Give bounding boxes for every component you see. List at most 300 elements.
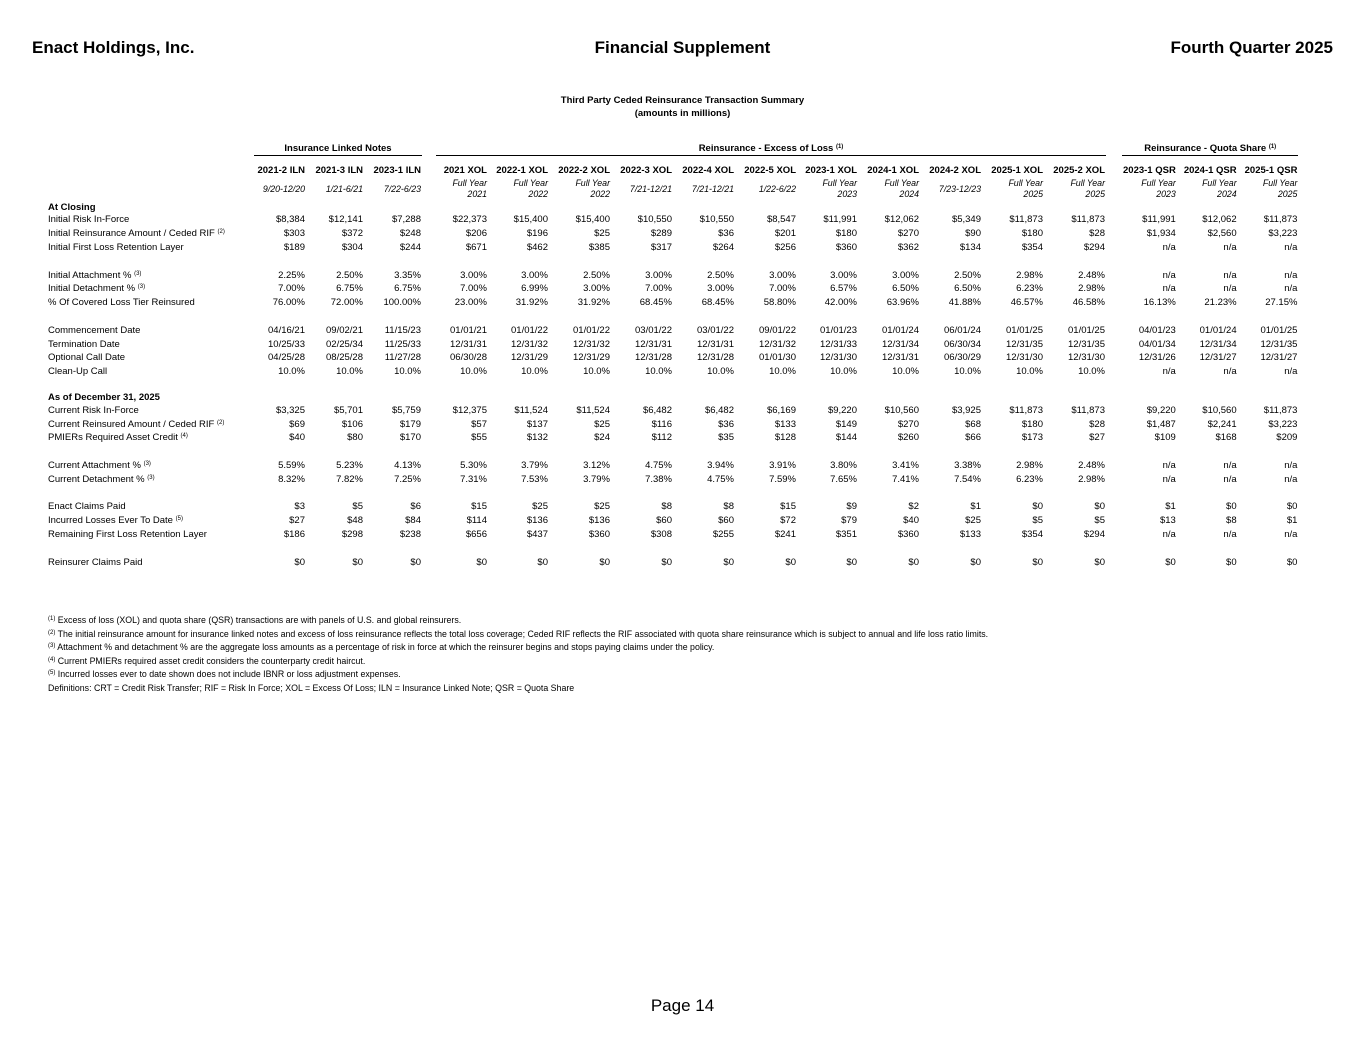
table-cell: $1,934 [1146, 228, 1176, 240]
spacer-row [46, 254, 1301, 268]
table-cell: 01/01/22 [511, 324, 548, 336]
row-label [46, 500, 251, 514]
table-cell: $0 [908, 556, 919, 568]
row-footnote-marker: (2) [216, 419, 225, 426]
table-cell: 10.0% [336, 366, 363, 378]
table-cell: 12/31/30 [1006, 352, 1043, 364]
table-cell: $24 [594, 432, 610, 444]
table-cell: n/a [1284, 366, 1298, 378]
table-cell: n/a [1284, 283, 1298, 295]
table-cell: 6.75% [336, 283, 363, 295]
table-cell: n/a [1284, 459, 1298, 471]
spacer-row [46, 445, 1301, 459]
column-period [1180, 176, 1241, 202]
table-cell: n/a [1284, 241, 1298, 253]
column-period [923, 176, 985, 202]
table-cell: $5 [1032, 515, 1043, 527]
table-cell: 6.57% [830, 283, 857, 295]
row-label-text: Initial Reinsurance Amount / Ceded RIF [48, 228, 215, 240]
footnote [48, 628, 988, 642]
table-cell: 10.0% [707, 366, 734, 378]
table-row [46, 431, 1301, 445]
table-cell: 7.25% [394, 473, 421, 485]
table-cell: 46.57% [1010, 297, 1043, 309]
table-cell: $149 [835, 418, 857, 430]
column-period-line: 7/23-12/23 [938, 183, 981, 194]
table-cell: 11/15/23 [384, 324, 421, 336]
table-cell: 7.38% [645, 473, 672, 485]
table-cell: 7.00% [769, 283, 796, 295]
table-cell: 12/31/27 [1260, 352, 1298, 364]
group-xol-footnote: (1) [835, 144, 844, 150]
table-cell: $8,547 [766, 214, 796, 226]
table-cell: 12/31/27 [1199, 352, 1237, 364]
row-label [46, 323, 251, 337]
table-cell: 5.23% [336, 459, 363, 471]
column-header: 2024-2 XOL [929, 165, 981, 176]
column-period [1047, 176, 1109, 202]
table-cell: 12/31/35 [1260, 338, 1298, 350]
table-cell: $8,384 [275, 214, 305, 226]
table-cell: $238 [399, 528, 421, 540]
footnote-marker: (3) [48, 643, 56, 650]
table-cell: $354 [1021, 241, 1043, 253]
table-cell: 10.0% [954, 366, 981, 378]
table-cell: 04/01/34 [1138, 338, 1176, 350]
table-cell: 3.41% [892, 459, 919, 471]
table-cell: 10/25/33 [268, 338, 305, 350]
table-title-line: Third Party Ceded Reinsurance Transaction Summary [560, 95, 805, 106]
row-label-text: Clean-Up Call [48, 366, 108, 378]
table-cell: $6,482 [704, 404, 734, 416]
table-row [46, 528, 1301, 542]
company-name: Enact Holdings, Inc. [32, 38, 195, 57]
table-cell: 7.53% [521, 473, 548, 485]
table-cell: 10.0% [830, 366, 857, 378]
table-cell: 7.41% [892, 473, 919, 485]
table-cell: $40 [903, 515, 919, 527]
table-cell: 63.96% [886, 297, 919, 309]
table-cell: 16.13% [1143, 297, 1176, 309]
table-cell: $248 [399, 228, 421, 240]
row-label [46, 337, 251, 351]
column-period-line: 2025 [1023, 189, 1043, 199]
table-cell: 3.38% [954, 459, 981, 471]
row-footnote-marker: (2) [217, 229, 225, 236]
table-cell: $12,141 [328, 214, 363, 226]
column-period-line: Full Year [1262, 178, 1298, 188]
row-label-text: Enact Claims Paid [48, 501, 126, 513]
table-cell: $3,223 [1268, 228, 1298, 240]
table-cell: 23.00% [454, 297, 487, 309]
table-cell: $79 [841, 515, 857, 527]
table-cell: 12/31/32 [573, 338, 610, 350]
table-cell: 12/31/29 [573, 352, 610, 364]
table-cell: 01/01/25 [1068, 324, 1105, 336]
table-cell: 3.79% [583, 473, 610, 485]
row-label-text: PMIERs Required Asset Credit [48, 432, 178, 444]
column-period-line: Full Year [1202, 178, 1237, 188]
section-header-row [46, 202, 1301, 213]
table-cell: $15,400 [513, 214, 548, 226]
column-period-line: 2023 [1156, 189, 1176, 199]
column-header: 2023-1 ILN [373, 165, 421, 176]
table-row [46, 555, 1301, 569]
footnote-marker: (1) [48, 616, 56, 622]
table-cell: $6,169 [766, 404, 796, 416]
table-cell: 12/31/34 [882, 338, 919, 350]
table-cell: $25 [594, 228, 610, 240]
table-cell: 12/31/28 [697, 352, 734, 364]
row-label-text: Termination Date [48, 338, 120, 350]
column-period [309, 176, 367, 202]
table-cell: n/a [1223, 366, 1237, 378]
table-cell: $0 [661, 556, 672, 568]
column-header: 2024-1 XOL [867, 165, 919, 176]
table-cell: $671 [465, 241, 487, 253]
table-cell: 12/31/29 [511, 352, 548, 364]
table-cell: 3.00% [707, 283, 734, 295]
table-cell: 2.48% [1078, 269, 1105, 281]
table-cell: n/a [1162, 269, 1176, 281]
row-label [46, 403, 251, 417]
table-cell: $0 [1094, 501, 1105, 513]
table-cell: $3,325 [275, 404, 305, 416]
table-cell: n/a [1223, 473, 1237, 485]
group-xol-label: Reinsurance - Excess of Loss [698, 143, 834, 154]
table-cell: $180 [835, 228, 857, 240]
table-cell: 3.00% [769, 269, 796, 281]
table-cell: $6 [410, 501, 421, 513]
footnote-marker: (5) [48, 670, 56, 677]
column-period-line: 1/21-6/21 [325, 183, 363, 194]
table-cell: $5,701 [333, 404, 363, 416]
section-title: As of December 31, 2025 [48, 392, 160, 404]
table-cell: 10.0% [1078, 366, 1105, 378]
table-cell: 31.92% [515, 297, 548, 309]
table-cell: $304 [341, 241, 363, 253]
table-cell: 10.0% [278, 366, 305, 378]
table-cell: 31.92% [577, 297, 610, 309]
table-cell: $90 [965, 228, 981, 240]
table-cell: $294 [1083, 241, 1105, 253]
table-cell: 7.82% [336, 473, 363, 485]
table-cell: 2.98% [1078, 473, 1105, 485]
table-cell: 42.00% [824, 297, 857, 309]
table-cell: $128 [774, 432, 796, 444]
table-cell: $0 [599, 556, 610, 568]
table-cell: 12/31/31 [882, 352, 919, 364]
table-cell: $264 [712, 241, 734, 253]
table-cell: n/a [1162, 528, 1176, 540]
column-period-line: 2022 [528, 189, 548, 199]
column-period-line: 2025 [1085, 189, 1105, 199]
table-row [46, 351, 1301, 365]
table-cell: $0 [1226, 556, 1237, 568]
table-cell: $308 [650, 528, 672, 540]
table-cell: $11,873 [1009, 404, 1043, 416]
table-cell: 5.30% [460, 459, 487, 471]
table-cell: $270 [897, 418, 919, 430]
table-cell: $5,349 [951, 214, 981, 226]
table-cell: 2.98% [1078, 283, 1105, 295]
table-cell: 2.98% [1016, 269, 1043, 281]
table-cell: $179 [399, 418, 421, 430]
table-cell: $48 [347, 515, 363, 527]
table-cell: 3.79% [521, 459, 548, 471]
table-cell: n/a [1284, 528, 1298, 540]
table-cell: $2 [908, 501, 919, 513]
table-cell: 27.15% [1265, 297, 1298, 309]
table-cell: $134 [959, 241, 981, 253]
table-cell: 2.50% [583, 269, 610, 281]
table-cell: $15 [471, 501, 487, 513]
table-cell: $437 [526, 528, 548, 540]
table-cell: 6.99% [521, 283, 548, 295]
footnote-text: Current PMIERs required asset credit considers the counterparty credit haircut. [55, 655, 366, 666]
table-cell: $354 [1021, 528, 1043, 540]
table-cell: n/a [1162, 459, 1176, 471]
table-row [46, 241, 1301, 255]
table-cell: $196 [526, 228, 548, 240]
column-header: 2023-1 QSR [1123, 165, 1176, 176]
table-cell: 7.65% [830, 473, 857, 485]
table-cell: 01/01/25 [1006, 324, 1043, 336]
table-cell: $2,560 [1207, 228, 1237, 240]
table-cell: $28 [1089, 228, 1105, 240]
table-cell: 4.75% [645, 459, 672, 471]
table-cell: $10,550 [637, 214, 672, 226]
table-cell: $201 [774, 228, 796, 240]
table-cell: $60 [656, 515, 672, 527]
table-cell: $15,400 [575, 214, 610, 226]
column-header: 2022-4 XOL [682, 165, 734, 176]
column-period [676, 176, 738, 202]
column-period [861, 176, 923, 202]
table-cell: $11,873 [1071, 404, 1105, 416]
table-cell: $2,241 [1207, 418, 1237, 430]
table-cell: $11,873 [1009, 214, 1043, 226]
row-label-text: Initial First Loss Retention Layer [48, 241, 184, 253]
table-cell: 2.50% [707, 269, 734, 281]
table-row [46, 213, 1301, 227]
column-period-line: 1/22-6/22 [758, 183, 796, 194]
table-cell: $133 [774, 418, 796, 430]
row-label [46, 227, 251, 241]
table-cell: $7,288 [391, 214, 421, 226]
table-cell: 68.45% [701, 297, 734, 309]
table-row [46, 323, 1301, 337]
table-cell: 3.80% [830, 459, 857, 471]
row-label [46, 431, 251, 445]
table-cell: 03/01/22 [697, 324, 734, 336]
table-cell: 10.0% [892, 366, 919, 378]
column-header: 2025-1 QSR [1244, 165, 1298, 176]
footnote [48, 655, 988, 669]
table-cell: 3.00% [645, 269, 672, 281]
row-label [46, 514, 251, 528]
table-cell: 12/31/32 [759, 338, 796, 350]
column-period-line: 2025 [1277, 189, 1298, 199]
row-label-text: Initial Detachment % [48, 283, 136, 295]
table-cell: $360 [588, 528, 610, 540]
table-cell: n/a [1162, 283, 1176, 295]
table-cell: $27 [1089, 432, 1105, 444]
table-cell: $68 [965, 418, 981, 430]
table-cell: $0 [294, 556, 305, 568]
table-cell: $189 [283, 241, 305, 253]
table-cell: 01/01/21 [450, 324, 487, 336]
table-cell: $186 [283, 528, 305, 540]
table-cell: 6.23% [1016, 283, 1043, 295]
table-cell: 01/01/24 [1199, 324, 1237, 336]
table-cell: $3,223 [1268, 418, 1298, 430]
table-cell: 21.23% [1204, 297, 1237, 309]
table-cell: $27 [289, 515, 305, 527]
table-cell: 3.00% [521, 269, 548, 281]
table-row [46, 403, 1301, 417]
column-header: 2022-3 XOL [620, 165, 672, 176]
table-cell: $0 [410, 556, 421, 568]
table-cell: $3 [294, 501, 305, 513]
row-footnote-marker: (5) [175, 516, 183, 523]
table-cell: $0 [1286, 556, 1298, 568]
table-cell: 3.91% [769, 459, 796, 471]
table-cell: 41.88% [948, 297, 981, 309]
reinsurance-table [46, 139, 1301, 569]
table-cell: $112 [651, 432, 672, 444]
table-cell: $656 [465, 528, 487, 540]
table-cell: 10.0% [769, 366, 796, 378]
row-label-text: Current Attachment % [48, 459, 141, 471]
table-cell: $256 [774, 241, 796, 253]
column-header: 2024-1 QSR [1183, 165, 1237, 176]
table-cell: 2.25% [278, 269, 305, 281]
table-cell: $8 [723, 501, 734, 513]
table-cell: $462 [526, 241, 548, 253]
table-cell: $0 [846, 556, 857, 568]
spacer-row [46, 486, 1301, 500]
table-cell: $106 [341, 418, 363, 430]
spacer-row [46, 310, 1301, 324]
table-row [46, 500, 1301, 514]
table-row [46, 282, 1301, 296]
table-cell: 09/01/22 [759, 324, 796, 336]
table-cell: $10,550 [699, 214, 734, 226]
table-cell: $0 [1286, 501, 1298, 513]
table-cell: $9 [846, 501, 857, 513]
table-cell: 6.23% [1016, 473, 1043, 485]
table-cell: n/a [1223, 528, 1237, 540]
table-cell: $3,925 [951, 404, 981, 416]
table-cell: $116 [651, 418, 672, 430]
row-label-text: Initial Risk In-Force [48, 214, 130, 226]
table-cell: $0 [537, 556, 548, 568]
column-period [251, 176, 309, 202]
table-cell: $136 [588, 515, 610, 527]
table-cell: 5.59% [278, 459, 305, 471]
table-cell: $1 [1165, 501, 1176, 513]
table-cell: 12/31/30 [1068, 352, 1105, 364]
column-header: 2022-2 XOL [558, 165, 610, 176]
column-period-line: 2021 [467, 189, 487, 199]
table-cell: $170 [399, 432, 421, 444]
table-row [46, 337, 1301, 351]
column-period-line: Full Year [1141, 178, 1176, 188]
row-label-text: Reinsurer Claims Paid [48, 556, 143, 568]
row-label-text: Initial Attachment % [48, 269, 132, 281]
table-cell: $133 [959, 528, 981, 540]
table-cell: $40 [289, 432, 305, 444]
table-cell: 2.48% [1078, 459, 1105, 471]
table-cell: $137 [526, 418, 548, 430]
group-xol [433, 139, 1109, 158]
table-cell: $255 [712, 528, 734, 540]
table-cell: 7.31% [460, 473, 487, 485]
column-period [800, 176, 861, 202]
table-cell: $270 [897, 228, 919, 240]
row-label [46, 472, 251, 486]
table-row [46, 472, 1301, 486]
table-cell: 3.00% [892, 269, 919, 281]
table-cell: $385 [588, 241, 610, 253]
row-label [46, 213, 251, 227]
row-label [46, 555, 251, 569]
table-cell: 100.00% [383, 297, 421, 309]
table-cell: 7.54% [954, 473, 981, 485]
table-cell: $11,873 [1263, 404, 1298, 416]
table-cell: 58.80% [763, 297, 796, 309]
column-header: 2021 XOL [443, 165, 487, 176]
table-row [46, 365, 1301, 379]
footnote-marker: (4) [48, 656, 56, 663]
table-cell: n/a [1284, 269, 1298, 281]
table-cell: $109 [1154, 432, 1176, 444]
table-cell: 12/31/31 [450, 338, 487, 350]
table-cell: $180 [1021, 418, 1043, 430]
table-cell: 03/01/22 [635, 324, 672, 336]
table-cell: $35 [718, 432, 734, 444]
table-cell: 11/27/28 [384, 352, 421, 364]
table-cell: 01/01/24 [882, 324, 919, 336]
table-cell: $168 [1215, 432, 1237, 444]
table-cell: $298 [341, 528, 363, 540]
column-period-line: 2024 [1217, 189, 1237, 199]
footnote [48, 641, 988, 655]
table-cell: $360 [897, 528, 919, 540]
table-cell: $8 [661, 501, 672, 513]
row-label-text: Commencement Date [48, 324, 141, 336]
column-period [985, 176, 1047, 202]
table-cell: 72.00% [330, 297, 363, 309]
table-cell: 01/01/25 [1260, 324, 1298, 336]
table-row [46, 227, 1301, 241]
column-period-line: 2024 [899, 189, 919, 199]
table-cell: $5 [1094, 515, 1105, 527]
row-label [46, 241, 251, 255]
table-cell: $173 [1021, 432, 1043, 444]
table-cell: 6.75% [394, 283, 421, 295]
table-cell: $351 [835, 528, 857, 540]
column-header: 2022-1 XOL [496, 165, 548, 176]
column-period-line: 2023 [837, 189, 857, 199]
column-period [552, 176, 614, 202]
table-cell: $294 [1083, 528, 1105, 540]
table-cell: 3.00% [583, 283, 610, 295]
table-row [46, 417, 1301, 431]
table-cell: $9,220 [827, 404, 857, 416]
table-cell: $11,991 [823, 214, 857, 226]
